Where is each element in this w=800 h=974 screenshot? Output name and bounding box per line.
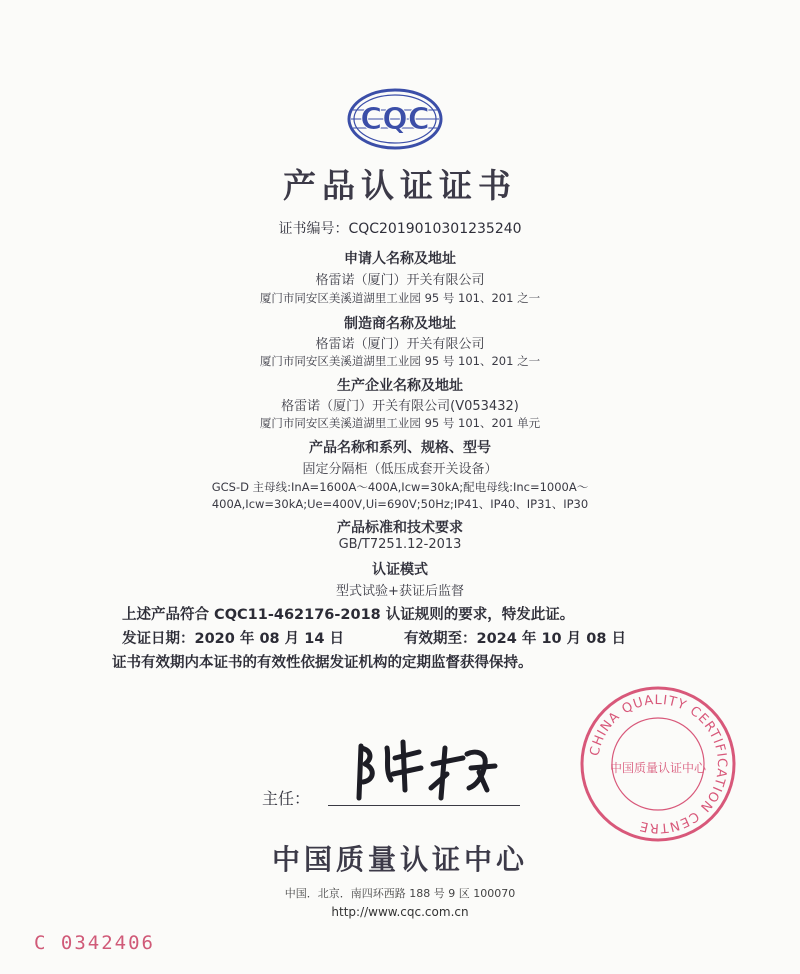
seal-outer-text: CHINA QUALITY CERTIFICATION CENTRE bbox=[587, 692, 730, 836]
applicant-name: 格雷诺（厦门）开关有限公司 bbox=[315, 273, 485, 288]
organization-address: 中国．北京．南四环西路 188 号 9 区 100070 bbox=[284, 887, 516, 900]
valid-until: 有效期至：2024 年 10 月 08 日 bbox=[404, 631, 626, 647]
standard-value: GB/T7251.12-2013 bbox=[338, 537, 462, 552]
cqc-logo bbox=[347, 88, 443, 150]
product-spec-line-2: 400A,Icw=30kA;Ue=400V,Ui=690V;50Hz;IP41、IP40、IP31、IP30 bbox=[211, 497, 589, 511]
factory-address: 厦门市同安区美溪道湖里工业园 95 号 101、201 单元 bbox=[259, 416, 541, 430]
certification-seal bbox=[578, 684, 738, 844]
applicant-address: 厦门市同安区美溪道湖里工业园 95 号 101、201 之一 bbox=[259, 291, 541, 305]
director-label: 主任： bbox=[262, 789, 311, 808]
product-name: 固定分隔柜（低压成套开关设备） bbox=[302, 462, 498, 477]
issue-date: 发证日期：2020 年 08 月 14 日 bbox=[122, 631, 344, 647]
manufacturer-name: 格雷诺（厦门）开关有限公司 bbox=[315, 337, 485, 352]
seal-inner-text: 中国质量认证中心 bbox=[609, 761, 707, 775]
factory-heading: 生产企业名称及地址 bbox=[337, 378, 463, 394]
compliance-statement: 上述产品符合 CQC11-462176-2018 认证规则的要求，特发此证。 bbox=[122, 607, 575, 623]
certificate-title: 产品认证证书 bbox=[283, 166, 517, 205]
organization-url: http://www.cqc.com.cn bbox=[331, 905, 469, 919]
director-signature bbox=[345, 728, 515, 808]
serial-number: C 0342406 bbox=[34, 932, 155, 954]
logo-text: CQC bbox=[360, 102, 430, 137]
applicant-heading: 申请人名称及地址 bbox=[344, 251, 456, 267]
product-heading: 产品名称和系列、规格、型号 bbox=[309, 440, 491, 456]
mode-heading: 认证模式 bbox=[372, 562, 428, 578]
manufacturer-address: 厦门市同安区美溪道湖里工业园 95 号 101、201 之一 bbox=[259, 354, 541, 368]
standard-heading: 产品标准和技术要求 bbox=[337, 520, 463, 536]
signature-underline bbox=[328, 805, 520, 806]
organization-name: 中国质量认证中心 bbox=[271, 843, 528, 876]
certificate-number: 证书编号：CQC2019010301235240 bbox=[278, 221, 522, 237]
manufacturer-heading: 制造商名称及地址 bbox=[344, 316, 456, 332]
product-spec-line-1: GCS-D 主母线:InA=1600A～400A,Icw=30kA;配电母线:Inc=1000A～ bbox=[211, 480, 589, 494]
factory-name: 格雷诺（厦门）开关有限公司(V053432) bbox=[281, 399, 519, 414]
mode-value: 型式试验+获证后监督 bbox=[336, 584, 464, 599]
validity-note: 证书有效期内本证书的有效性依据发证机构的定期监督获得保持。 bbox=[112, 655, 533, 671]
